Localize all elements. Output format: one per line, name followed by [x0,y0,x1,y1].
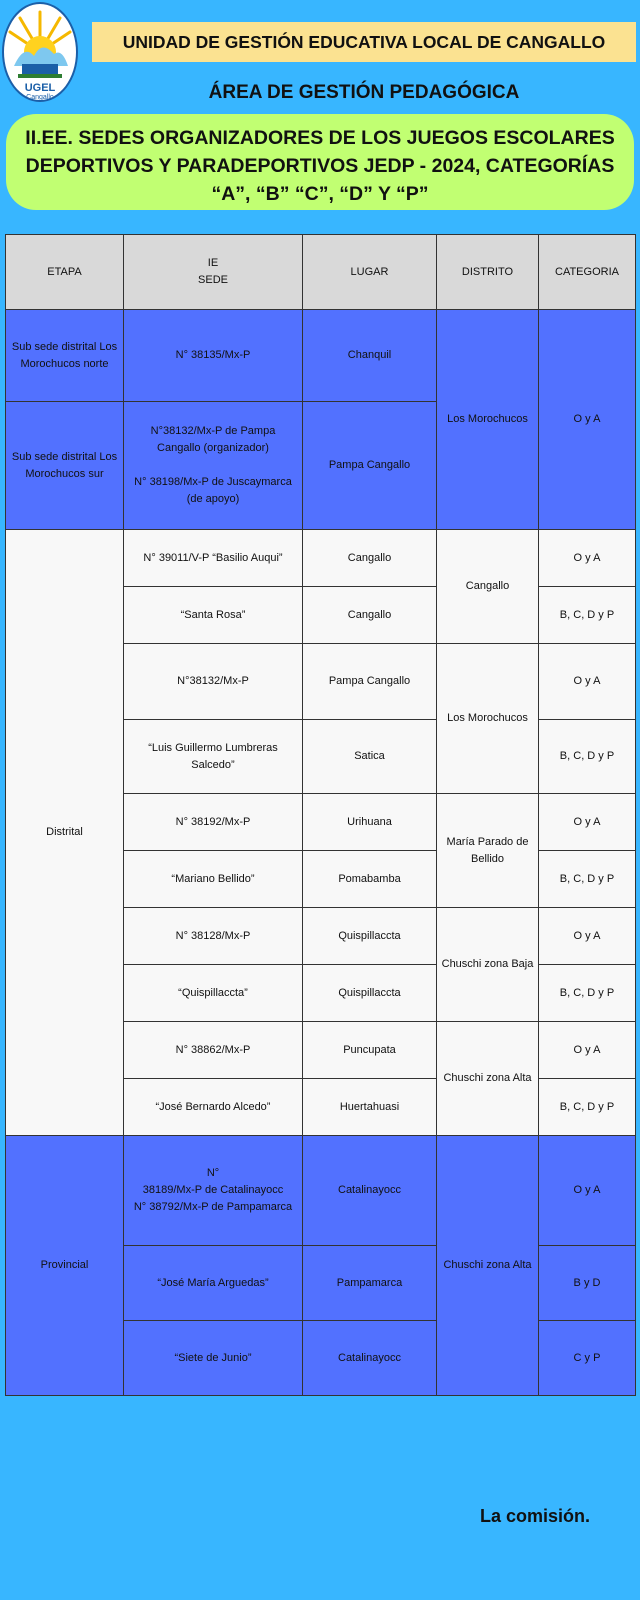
sedes-table [5,234,636,1396]
ie-cell: N° 38135/Mx-P [124,310,303,402]
ie-organizador: N°38132/Mx-P de Pampa Cangallo (organizador) [150,425,276,454]
categoria-cell: O y A [539,908,636,965]
distrito-cell: Los Morochucos [437,644,539,794]
lugar-cell: Huertahuasi [303,1079,437,1136]
col-header-ie [124,235,303,310]
categoria-cell: B, C, D y P [539,587,636,644]
ie-cell: “Mariano Bellido” [124,851,303,908]
header-banner: II.EE. SEDES ORGANIZADORES DE LOS JUEGOS ESCOLARES DEPORTIVOS Y PARADEPORTIVOS JEDP - 2024, CATEGORÍAS “A”, “B” “C”, “D” Y “P” [6,114,634,210]
ie-apoyo: N° 38198/Mx-P de Juscaymarca (de apoyo) [134,476,292,505]
lugar-cell: Pampa Cangallo [303,402,437,530]
ie-cell: “Siete de Junio” [124,1321,303,1396]
lugar-cell: Urihuana [303,794,437,851]
lugar-cell: Quispillaccta [303,908,437,965]
col-header-categoria: CATEGORIA [539,235,636,310]
categoria-cell: B y D [539,1246,636,1321]
ie-cell: N° 38192/Mx-P [124,794,303,851]
ie-cell: “Luis Guillermo Lumbreras Salcedo” [124,720,303,794]
etapa-cell: Distrital [6,530,124,1136]
header-subtitle: ÁREA DE GESTIÓN PEDAGÓGICA [208,82,520,103]
col-header-ie-line1: IE [207,257,219,269]
categoria-cell: O y A [539,310,636,530]
distrito-cell: Los Morochucos [437,310,539,530]
categoria-cell: O y A [539,794,636,851]
categoria-cell: O y A [539,530,636,587]
ie-line: N° 38792/Mx-P de Pampamarca [133,1201,293,1213]
lugar-cell: Pomabamba [303,851,437,908]
ie-cell [124,402,303,530]
distrito-cell: Chuschi zona Baja [437,908,539,1022]
distrito-cell: Cangallo [437,530,539,644]
etapa-cell: Sub sede distrital Los Morochucos norte [6,310,124,402]
categoria-cell: B, C, D y P [539,965,636,1022]
signature: La comisión. [480,1506,591,1526]
lugar-cell: Puncupata [303,1022,437,1079]
ie-cell: “José María Arguedas” [124,1246,303,1321]
lugar-cell: Cangallo [303,530,437,587]
ie-cell: N° 38128/Mx-P [124,908,303,965]
lugar-cell: Chanquil [303,310,437,402]
lugar-cell: Pampa Cangallo [303,644,437,720]
table-row [6,1136,636,1246]
categoria-cell: B, C, D y P [539,1079,636,1136]
lugar-cell: Catalinayocc [303,1321,437,1396]
logo-subtext: Cangallo [26,94,54,101]
logo-text: UGEL [24,82,56,94]
lugar-cell: Cangallo [303,587,437,644]
distrito-cell: Chuschi zona Alta [437,1136,539,1396]
ie-line: 38189/Mx-P de Catalinayocc [142,1184,284,1196]
categoria-cell: B, C, D y P [539,720,636,794]
header-title: UNIDAD DE GESTIÓN EDUCATIVA LOCAL DE CANGALLO [92,22,636,62]
col-header-lugar: LUGAR [303,235,437,310]
col-header-distrito: DISTRITO [437,235,539,310]
lugar-cell: Catalinayocc [303,1136,437,1246]
table-row [6,530,636,587]
col-header-ie-line2: SEDE [198,274,228,286]
ugel-logo [2,2,78,102]
ie-cell: “Quispillaccta” [124,965,303,1022]
categoria-cell: O y A [539,1022,636,1079]
ie-cell: N° 39011/V-P “Basilio Auqui” [124,530,303,587]
sun-school-icon [4,4,76,84]
categoria-cell: O y A [539,1136,636,1246]
col-header-etapa: ETAPA [6,235,124,310]
lugar-cell: Pampamarca [303,1246,437,1321]
ie-cell: “José Bernardo Alcedo” [124,1079,303,1136]
categoria-cell: O y A [539,644,636,720]
categoria-cell: C y P [539,1321,636,1396]
etapa-cell: Provincial [6,1136,124,1396]
ie-cell: “Santa Rosa” [124,587,303,644]
categoria-cell: B, C, D y P [539,851,636,908]
etapa-cell: Sub sede distrital Los Morochucos sur [6,402,124,530]
ie-cell [124,1136,303,1246]
ie-line: N° [206,1167,220,1179]
lugar-cell: Quispillaccta [303,965,437,1022]
distrito-cell: María Parado de Bellido [437,794,539,908]
ie-cell: N° 38862/Mx-P [124,1022,303,1079]
ie-cell: N°38132/Mx-P [124,644,303,720]
distrito-cell: Chuschi zona Alta [437,1022,539,1136]
lugar-cell: Satica [303,720,437,794]
table-row [6,310,636,402]
